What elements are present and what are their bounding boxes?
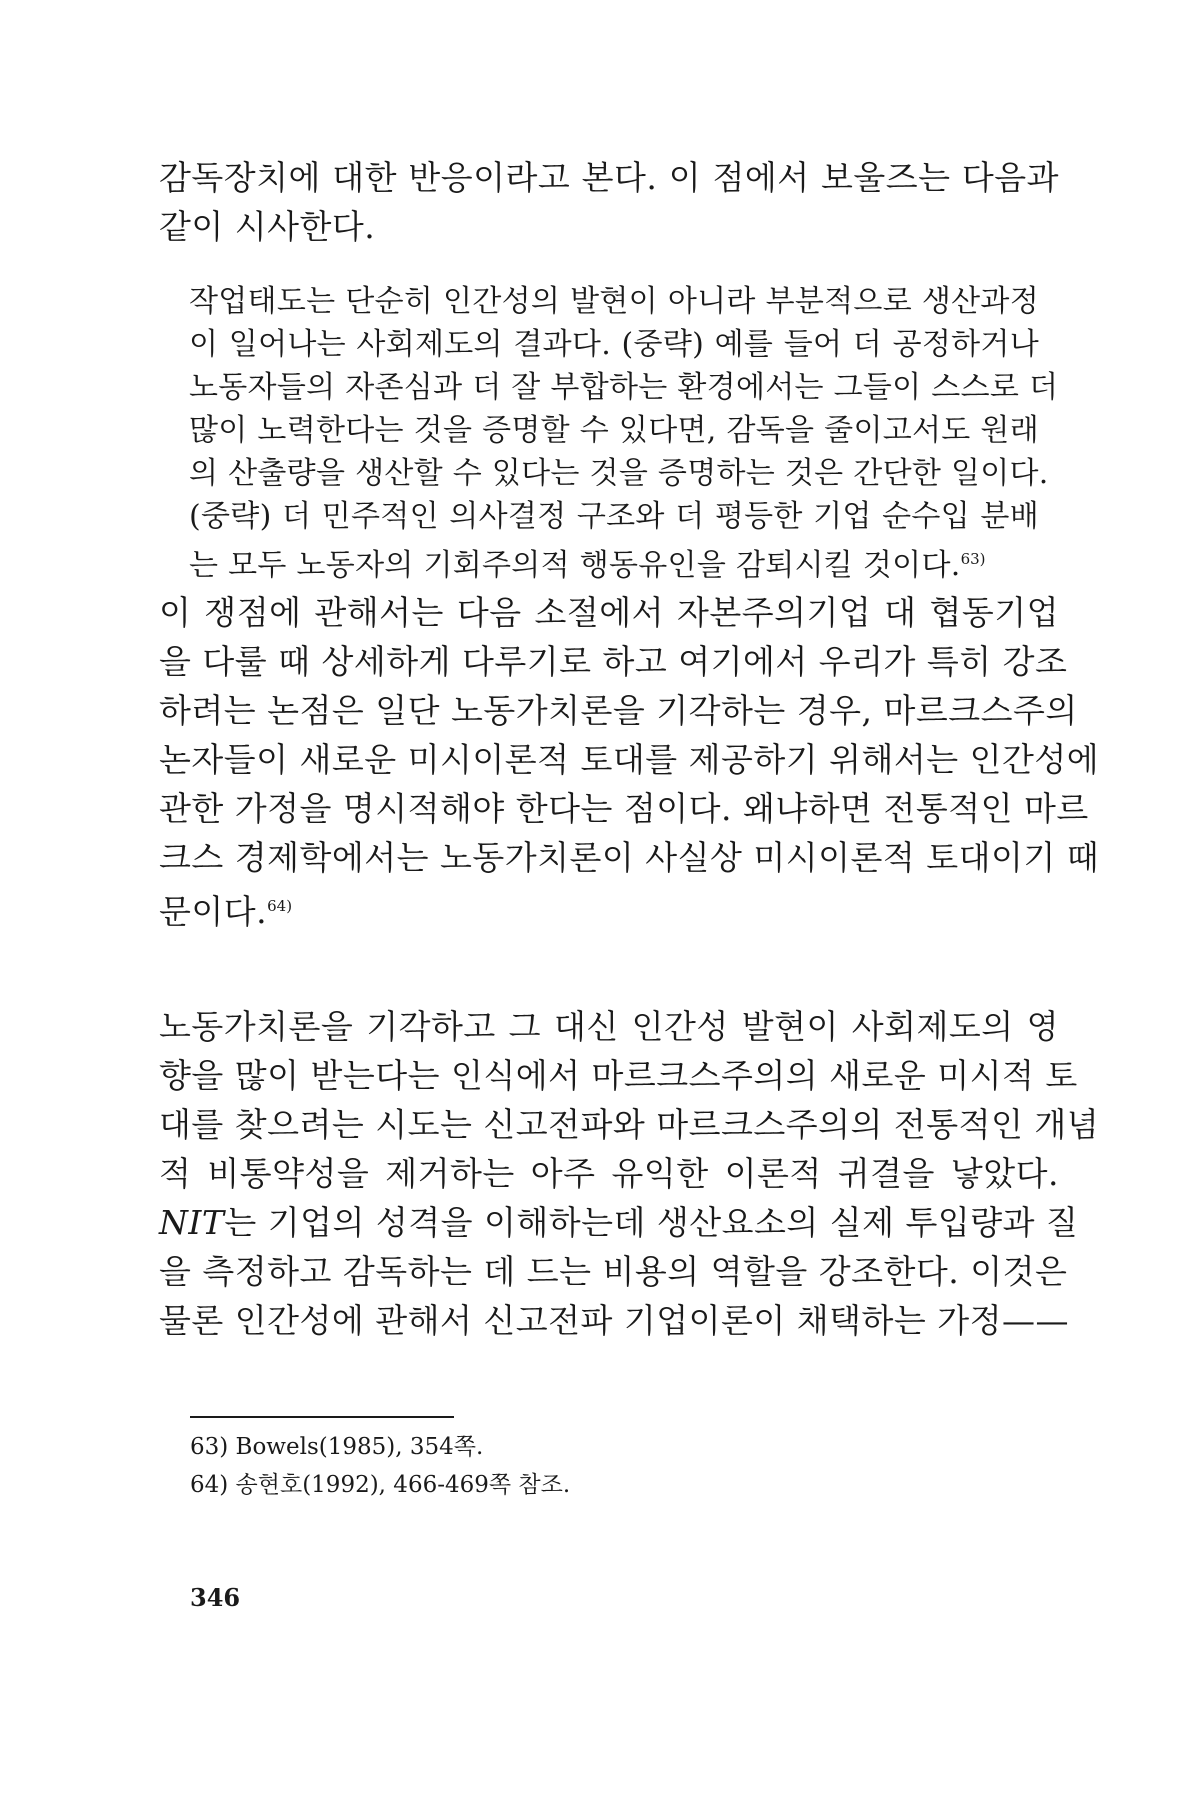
text-line-last — [159, 882, 1059, 931]
text-line: 감독장치에 대한 반응이라고 본다. 이 점에서 보울즈는 다음과 — [159, 158, 1059, 197]
quote-line: 노동자들의 자존심과 더 잘 부합하는 환경에서는 그들이 스스로 더 — [189, 370, 1059, 405]
text-line-text: 문이다. — [159, 892, 268, 931]
text-line: 같이 시사한다. — [159, 207, 376, 246]
text-line: 하려는 논점은 일단 노동가치론을 기각하는 경우, 마르크스주의 — [159, 691, 1078, 730]
footnote-64: 64) 송현호(1992), 466-469쪽 참조. — [190, 1472, 571, 1498]
paragraph-2 — [159, 588, 1100, 931]
paragraph-3 — [159, 1002, 1100, 1345]
quote-line: (중략) 더 민주적인 의사결정 구조와 더 평등한 기업 순수입 분배 — [189, 499, 1039, 534]
text-line: 노동가치론을 기각하고 그 대신 인간성 발현이 사회제도의 영 — [159, 1007, 1059, 1046]
quote-line-text: 는 모두 노동자의 기회주의적 행동유인을 감퇴시킬 것이다. — [189, 548, 961, 583]
quote-line: 이 일어나는 사회제도의 결과다. (중략) 예를 들어 더 공정하거나 — [189, 327, 1039, 362]
text-line: 크스 경제학에서는 노동가치론이 사실상 미시이론적 토대이기 때 — [159, 838, 1100, 877]
block-quote — [189, 280, 1059, 583]
text-line: 대를 찾으려는 시도는 신고전파와 마르크스주의의 전통적인 개념 — [159, 1105, 1100, 1144]
text-line-with-abbr — [159, 1198, 1079, 1247]
quote-line: 의 산출량을 생산할 수 있다는 것을 증명하는 것은 간단한 일이다. — [189, 456, 1049, 491]
footnote-ref-64: 64) — [267, 897, 293, 915]
nit-abbreviation: NIT — [159, 1203, 225, 1242]
quote-line-last — [189, 538, 1039, 581]
footnote-rule — [190, 1416, 454, 1418]
text-line: 논자들이 새로운 미시이론적 토대를 제공하기 위해서는 인간성에 — [159, 740, 1100, 779]
text-line: 향을 많이 받는다는 인식에서 마르크스주의의 새로운 미시적 토 — [159, 1056, 1078, 1095]
text-line: 이 쟁점에 관해서는 다음 소절에서 자본주의기업 대 협동기업 — [159, 593, 1059, 632]
footnotes — [190, 1428, 570, 1504]
text-line: 을 측정하고 감독하는 데 드는 비용의 역할을 강조한다. 이것은 — [159, 1252, 1068, 1291]
paragraph-1 — [159, 153, 1059, 251]
text-line: 적 비통약성을 제거하는 아주 유익한 이론적 귀결을 낳았다. — [159, 1154, 1059, 1193]
text-line: 관한 가정을 명시적해야 한다는 점이다. 왜냐하면 전통적인 마르 — [159, 789, 1089, 828]
footnote-ref-63: 63) — [960, 550, 986, 568]
page-number: 346 — [190, 1583, 241, 1612]
text-line: 을 다룰 때 상세하게 다루기로 하고 여기에서 우리가 특히 강조 — [159, 642, 1068, 681]
quote-line: 많이 노력한다는 것을 증명할 수 있다면, 감독을 줄이고서도 원래 — [189, 413, 1039, 448]
text-line-rest: 는 기업의 성격을 이해하는데 생산요소의 실제 투입량과 질 — [224, 1203, 1079, 1242]
text-line: 물론 인간성에 관해서 신고전파 기업이론이 채택하는 가정—— — [159, 1301, 1070, 1340]
quote-line: 작업태도는 단순히 인간성의 발현이 아니라 부분적으로 생산과정 — [189, 284, 1039, 319]
footnote-63: 63) Bowels(1985), 354쪽. — [190, 1434, 484, 1460]
